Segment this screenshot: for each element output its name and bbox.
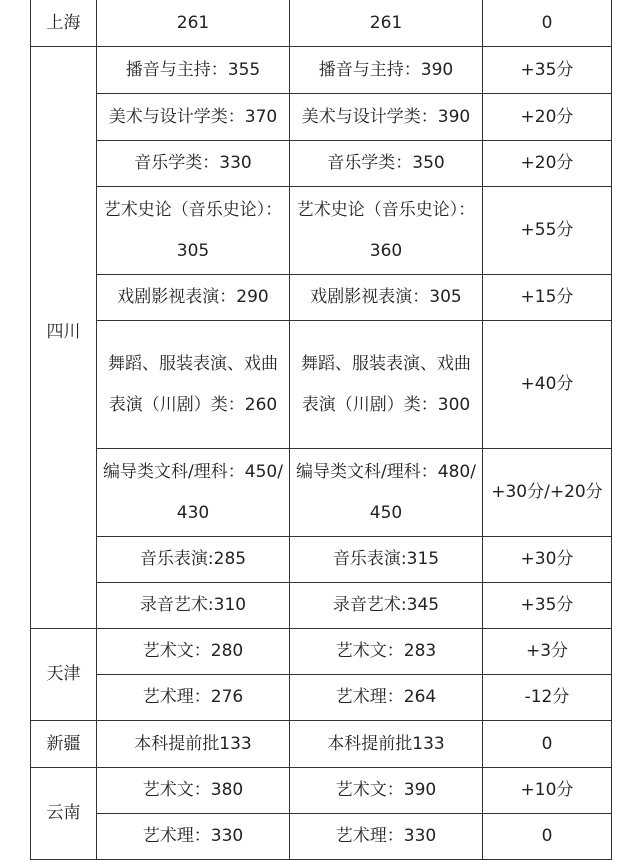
score-change-cell: 0 <box>483 814 612 860</box>
province-cell: 云南 <box>31 768 97 860</box>
score-2020-cell: 编导类文科/理科：480/450 <box>290 449 483 537</box>
score-2019-cell: 艺术理：330 <box>97 814 290 860</box>
table-row <box>31 675 612 721</box>
score-2020-cell: 本科提前批133 <box>290 721 483 768</box>
score-2020-cell: 美术与设计学类：390 <box>290 94 483 141</box>
score-2019-cell: 戏剧影视表演：290 <box>97 275 290 321</box>
score-2020-cell: 音乐表演:315 <box>290 537 483 583</box>
table-row <box>31 187 612 275</box>
score-table-wrapper <box>30 0 612 860</box>
score-2019-cell: 本科提前批133 <box>97 721 290 768</box>
score-2020-cell: 艺术文：390 <box>290 768 483 814</box>
score-change-cell: +30分 <box>483 537 612 583</box>
score-change-cell: +40分 <box>483 321 612 449</box>
score-2020-cell: 艺术史论（音乐史论）：360 <box>290 187 483 275</box>
table-row <box>31 275 612 321</box>
score-2019-cell: 录音艺术:310 <box>97 583 290 629</box>
score-2019-cell: 美术与设计学类：370 <box>97 94 290 141</box>
table-row <box>31 94 612 141</box>
score-2019-cell: 艺术理：276 <box>97 675 290 721</box>
province-cell: 上海 <box>31 0 97 47</box>
score-2019-cell: 261 <box>97 0 290 47</box>
score-2020-cell: 录音艺术:345 <box>290 583 483 629</box>
province-cell: 天津 <box>31 629 97 721</box>
score-2020-cell: 艺术理：330 <box>290 814 483 860</box>
score-2020-cell: 舞蹈、服装表演、戏曲表演（川剧）类：300 <box>290 321 483 449</box>
score-change-cell: 0 <box>483 721 612 768</box>
province-cell: 新疆 <box>31 721 97 768</box>
score-change-cell: +35分 <box>483 583 612 629</box>
score-2020-cell: 音乐学类：350 <box>290 141 483 187</box>
table-row <box>31 537 612 583</box>
score-change-cell: -12分 <box>483 675 612 721</box>
table-row <box>31 321 612 449</box>
score-change-cell: +20分 <box>483 141 612 187</box>
score-2019-cell: 艺术文：280 <box>97 629 290 675</box>
score-2020-cell: 艺术文：283 <box>290 629 483 675</box>
score-2020-cell: 艺术理：264 <box>290 675 483 721</box>
table-row <box>31 721 612 768</box>
table-row <box>31 449 612 537</box>
table-row <box>31 141 612 187</box>
table-row <box>31 814 612 860</box>
score-2019-cell: 舞蹈、服装表演、戏曲表演（川剧）类：260 <box>97 321 290 449</box>
score-2020-cell: 戏剧影视表演：305 <box>290 275 483 321</box>
score-2019-cell: 音乐表演:285 <box>97 537 290 583</box>
table-row <box>31 0 612 47</box>
score-2019-cell: 艺术文：380 <box>97 768 290 814</box>
score-change-cell: +30分/+20分 <box>483 449 612 537</box>
table-row <box>31 583 612 629</box>
score-change-cell: 0 <box>483 0 612 47</box>
score-table <box>30 0 612 860</box>
score-2019-cell: 播音与主持：355 <box>97 47 290 94</box>
score-2020-cell: 播音与主持：390 <box>290 47 483 94</box>
province-cell: 四川 <box>31 47 97 629</box>
score-2019-cell: 艺术史论（音乐史论）：305 <box>97 187 290 275</box>
score-change-cell: +55分 <box>483 187 612 275</box>
score-change-cell: +10分 <box>483 768 612 814</box>
table-row <box>31 768 612 814</box>
score-change-cell: +3分 <box>483 629 612 675</box>
score-2019-cell: 音乐学类：330 <box>97 141 290 187</box>
score-2019-cell: 编导类文科/理科：450/430 <box>97 449 290 537</box>
table-row <box>31 47 612 94</box>
score-change-cell: +35分 <box>483 47 612 94</box>
table-row <box>31 629 612 675</box>
score-change-cell: +15分 <box>483 275 612 321</box>
score-2020-cell: 261 <box>290 0 483 47</box>
score-change-cell: +20分 <box>483 94 612 141</box>
